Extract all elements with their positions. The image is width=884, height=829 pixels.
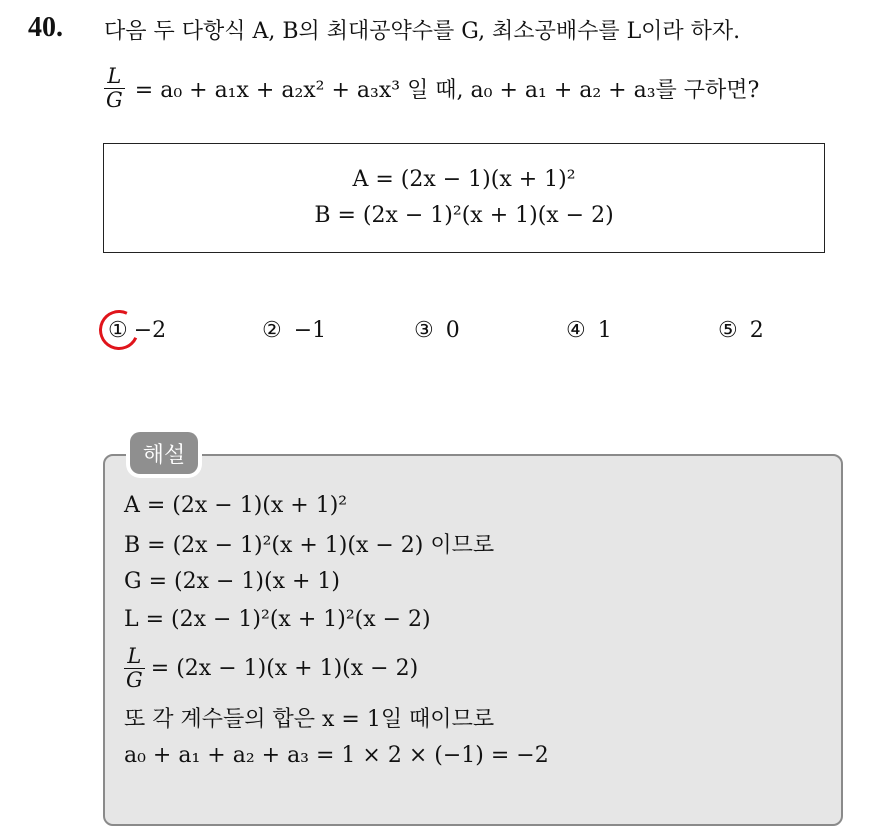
question-text-line-2: [104, 60, 759, 116]
choice-1-mark: ①: [108, 318, 128, 343]
question-text-line-1: 다음 두 다항식 A, B의 최대공약수를 G, 최소공배수를 L이라 하자.: [104, 19, 741, 44]
choice-5-value: 2: [749, 318, 764, 343]
question-number: 40.: [28, 12, 63, 43]
choice-4[interactable]: [566, 318, 612, 343]
solution-fraction-rest: = (2x − 1)(x + 1)(x − 2): [150, 655, 419, 681]
solution-line-l: L = (2x − 1)²(x + 1)²(x − 2): [124, 606, 431, 632]
solution-fraction: [124, 645, 145, 690]
answer-choices: [0, 318, 884, 354]
solution-line-result: a₀ + a₁ + a₂ + a₃ = 1 × 2 × (−1) = −2: [124, 742, 549, 768]
choice-5[interactable]: [718, 318, 764, 343]
fraction-denominator: G: [106, 87, 123, 112]
solution-line-b: B = (2x − 1)²(x + 1)(x − 2) 이므로: [124, 532, 495, 558]
red-circle-selection-mark: [93, 304, 144, 355]
given-polynomial-a: A = (2x − 1)(x + 1)²: [352, 167, 576, 192]
solution-fraction-numerator: L: [127, 644, 142, 669]
solution-body: [124, 486, 549, 774]
choice-2[interactable]: [262, 318, 326, 343]
given-polynomial-b: B = (2x − 1)²(x + 1)(x − 2): [314, 203, 614, 228]
choice-1-value: −2: [133, 318, 167, 343]
choice-2-value: −1: [293, 318, 327, 343]
solution-tag: 해설: [130, 432, 198, 474]
solution-line-g: G = (2x − 1)(x + 1): [124, 568, 340, 594]
choice-1[interactable]: [108, 318, 166, 343]
given-polynomials-box: [103, 143, 825, 253]
solution-line-fraction: [124, 638, 549, 698]
fraction-numerator: L: [107, 64, 122, 89]
question-text-line-2-rest: = a₀ + a₁x + a₂x² + a₃x³ 일 때, a₀ + a₁ + a₂ + a₃를 구하면?: [134, 77, 760, 103]
question-fraction: [104, 65, 125, 110]
choice-5-mark: ⑤: [718, 318, 738, 343]
choice-3-mark: ③: [414, 318, 434, 343]
choice-4-mark: ④: [566, 318, 586, 343]
choice-3[interactable]: [414, 318, 460, 343]
choice-3-value: 0: [445, 318, 460, 343]
solution-line-coefficient-sum: 또 각 계수들의 합은 x = 1일 때이므로: [124, 706, 495, 732]
choice-2-mark: ②: [262, 318, 282, 343]
solution-line-a: A = (2x − 1)(x + 1)²: [124, 492, 348, 518]
solution-fraction-denominator: G: [126, 667, 143, 692]
choice-4-value: 1: [597, 318, 612, 343]
